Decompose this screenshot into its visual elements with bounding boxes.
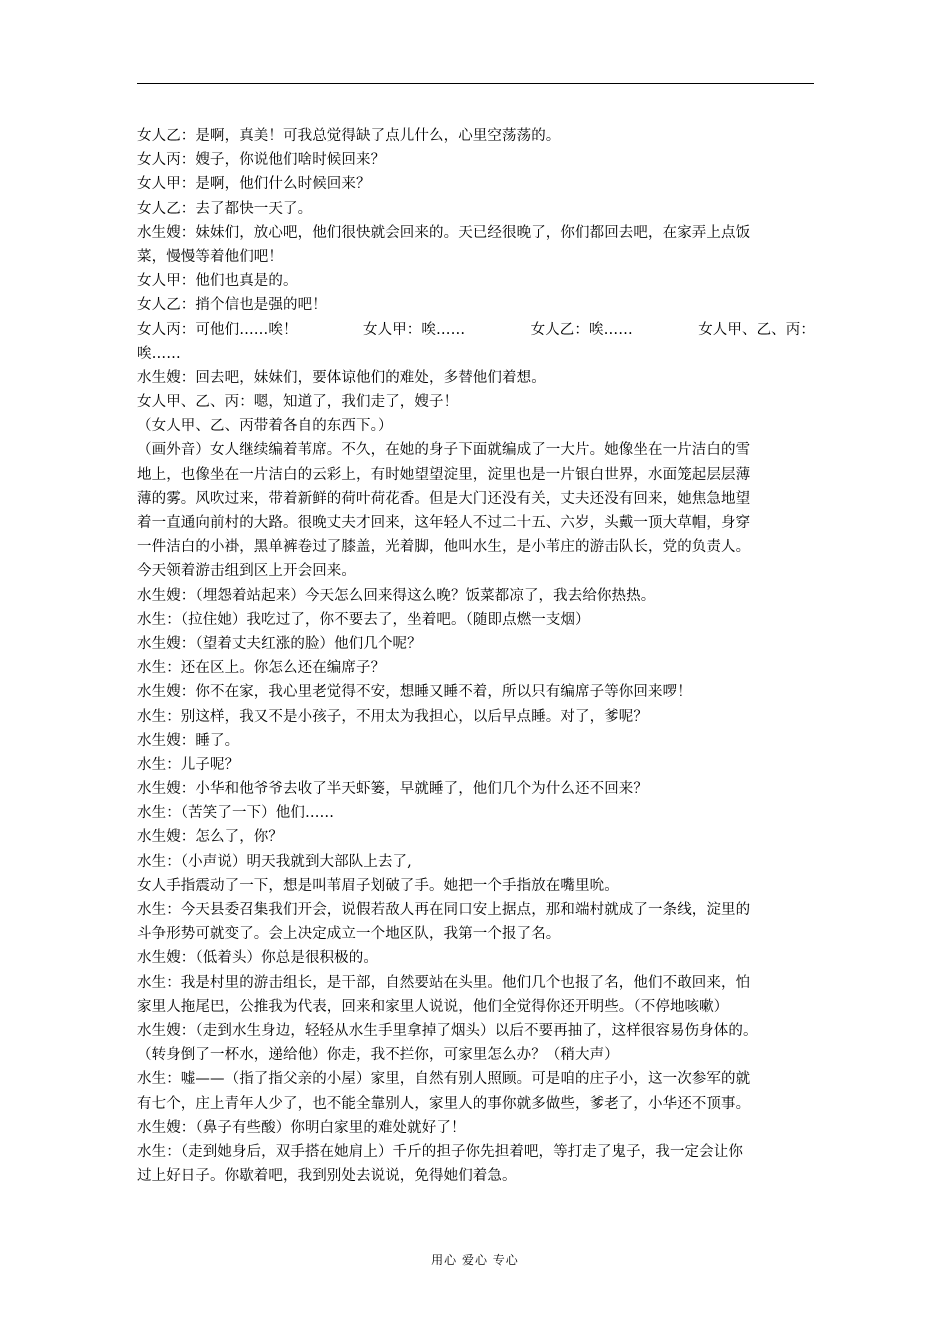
dialogue-line: 水生嫂：（鼻子有些酸）你明白家里的难处就好了！	[137, 1119, 466, 1136]
dialogue-line: 水生嫂：（走到水生身边，轻轻从水生手里拿掉了烟头）以后不要再抽了，这样很容易伤身体的。	[137, 1022, 758, 1039]
dialogue-line: 水生嫂：你不在家，我心里老觉得不安，想睡又睡不着，所以只有编席子等你回来啰！	[137, 684, 692, 701]
dialogue-line: 水生：别这样，我又不是小孩子，不用太为我担心，以后早点睡。对了，爹呢？	[137, 708, 648, 725]
sigh-yi: 女人乙：唉……	[530, 321, 633, 338]
dialogue-line: 女人乙：捎个信也是强的吧！	[137, 297, 327, 314]
dialogue-line: 女人甲、乙、丙：嗯，知道了，我们走了，嫂子！	[137, 394, 459, 411]
sigh-jia: 女人甲：唉……	[363, 321, 466, 338]
dialogue-line: 水生嫂：回去吧，妹妹们，要体谅他们的难处，多替他们着想。	[137, 369, 546, 386]
dialogue-line: 水生：（苦笑了一下）他们……	[137, 805, 335, 822]
dialogue-line: 水生：今天县委召集我们开会，说假若敌人再在同口安上据点，那和端村就成了一条线，淀里的	[137, 902, 751, 918]
dialogue-line: 水生：（拉住她）我吃过了，你不要去了，坐着吧。（随即点燃一支烟）	[137, 611, 590, 628]
narration-line: 一件洁白的小褂，黑单裤卷过了膝盖，光着脚，他叫水生，是小苇庄的游击队长，党的负责人。	[137, 539, 751, 556]
dialogue-line: 水生嫂：妹妹们，放心吧，他们很快就会回来的。天已经很晚了，你们都回去吧，在家弄上点饭	[137, 224, 751, 241]
dialogue-line: 水生嫂：（望着丈夫红涨的脸）他们几个呢？	[137, 635, 422, 652]
stage-direction: （女人甲、乙、丙带着各自的东西下。）	[137, 418, 393, 435]
narration-line: 着一直通向前村的大路。很晚丈夫才回来，这年轻人不过二十五、六岁，头戴一顶大草帽，身穿	[137, 515, 751, 531]
dialogue-line: （转身倒了一杯水，递给他）你走，我不拦你，可家里怎么办？（稍大声）	[137, 1047, 619, 1064]
narration-line: （画外音）女人继续编着苇席。不久，在她的身子下面就编成了一大片。她像坐在一片洁白的雪	[137, 442, 751, 459]
dialogue-line: 过上好日子。你歇着吧，我到别处去说说，免得她们着急。	[137, 1168, 517, 1185]
narration-line: 女人手指震动了一下，想是叫苇眉子划破了手。她把一个手指放在嘴里吮。	[137, 877, 619, 894]
dialogue-line: 水生：（走到她身后，双手搭在她肩上）千斤的担子你先担着吧，等打走了鬼子，我一定会让你	[137, 1143, 743, 1160]
sigh-all: 女人甲、乙、丙：	[698, 321, 815, 338]
dialogue-line: 水生嫂：（埋怨着站起来）今天怎么回来得这么晚？饭菜都凉了，我去给你热热。	[137, 587, 656, 604]
dialogue-line: 女人甲：是啊，他们什么时候回来？	[137, 176, 371, 193]
sigh-row	[137, 318, 815, 342]
dialogue-line: 水生：儿子呢？	[137, 756, 240, 773]
dialogue-line: 水生：还在区上。你怎么还在编席子？	[137, 660, 386, 677]
dialogue-line: 女人乙：是啊，真美！可我总觉得缺了点儿什么，心里空荡荡的。	[137, 128, 561, 144]
dialogue-line: 家里人拖尾巴，公推我为代表，回来和家里人说说，他们全觉得你还开明些。（不停地咳嗽）	[137, 998, 729, 1015]
dialogue-line: 女人乙：去了都快一天了。	[137, 200, 313, 217]
dialogue-line: 水生嫂：睡了。	[137, 732, 240, 749]
narration-line: 地上，也像坐在一片洁白的云彩上，有时她望望淀里，淀里也是一片银白世界，水面笼起层层薄	[137, 466, 751, 483]
header-rule	[137, 83, 814, 84]
dialogue-line: 水生：嘘——（指了指父亲的小屋）家里，自然有别人照顾。可是咱的庄子小，这一次参军的就	[137, 1071, 751, 1088]
dialogue-line: 女人甲：他们也真是的。	[137, 273, 298, 290]
sigh-bing: 女人丙：可他们……唉！	[137, 321, 298, 338]
page-footer: 用心 爱心 专心	[431, 1253, 519, 1267]
dialogue-line: 斗争形势可就变了。会上决定成立一个地区队，我第一个报了名。	[137, 926, 561, 943]
dialogue-line: 女人丙：嫂子，你说他们啥时候回来？	[137, 152, 386, 169]
sigh-continuation: 唉……	[137, 345, 181, 362]
dialogue-line: 菜，慢慢等着他们吧！	[137, 248, 283, 265]
dialogue-line: 水生嫂：小华和他爷爷去收了半天虾篓，早就睡了，他们几个为什么还不回来？	[137, 781, 648, 798]
dialogue-line: 水生：（小声说）明天我就到大部队上去了,	[137, 853, 412, 870]
dialogue-line: 水生：我是村里的游击组长，是干部，自然要站在头里。他们几个也报了名，他们不敢回来，怕	[137, 974, 751, 991]
dialogue-line: 水生嫂：（低着头）你总是很积极的。	[137, 950, 378, 967]
dialogue-line: 水生嫂：怎么了，你？	[137, 829, 283, 846]
script-body	[137, 124, 815, 1188]
dialogue-line: 有七个，庄上青年人少了，也不能全靠别人，家里人的事你就多做些，爹老了，小华还不顶事。	[137, 1095, 751, 1112]
narration-line: 薄的雾。风吹过来，带着新鲜的荷叶荷花香。但是大门还没有关，丈夫还没有回来，她焦急地望	[137, 490, 751, 507]
narration-line: 今天领着游击组到区上开会回来。	[137, 563, 356, 580]
